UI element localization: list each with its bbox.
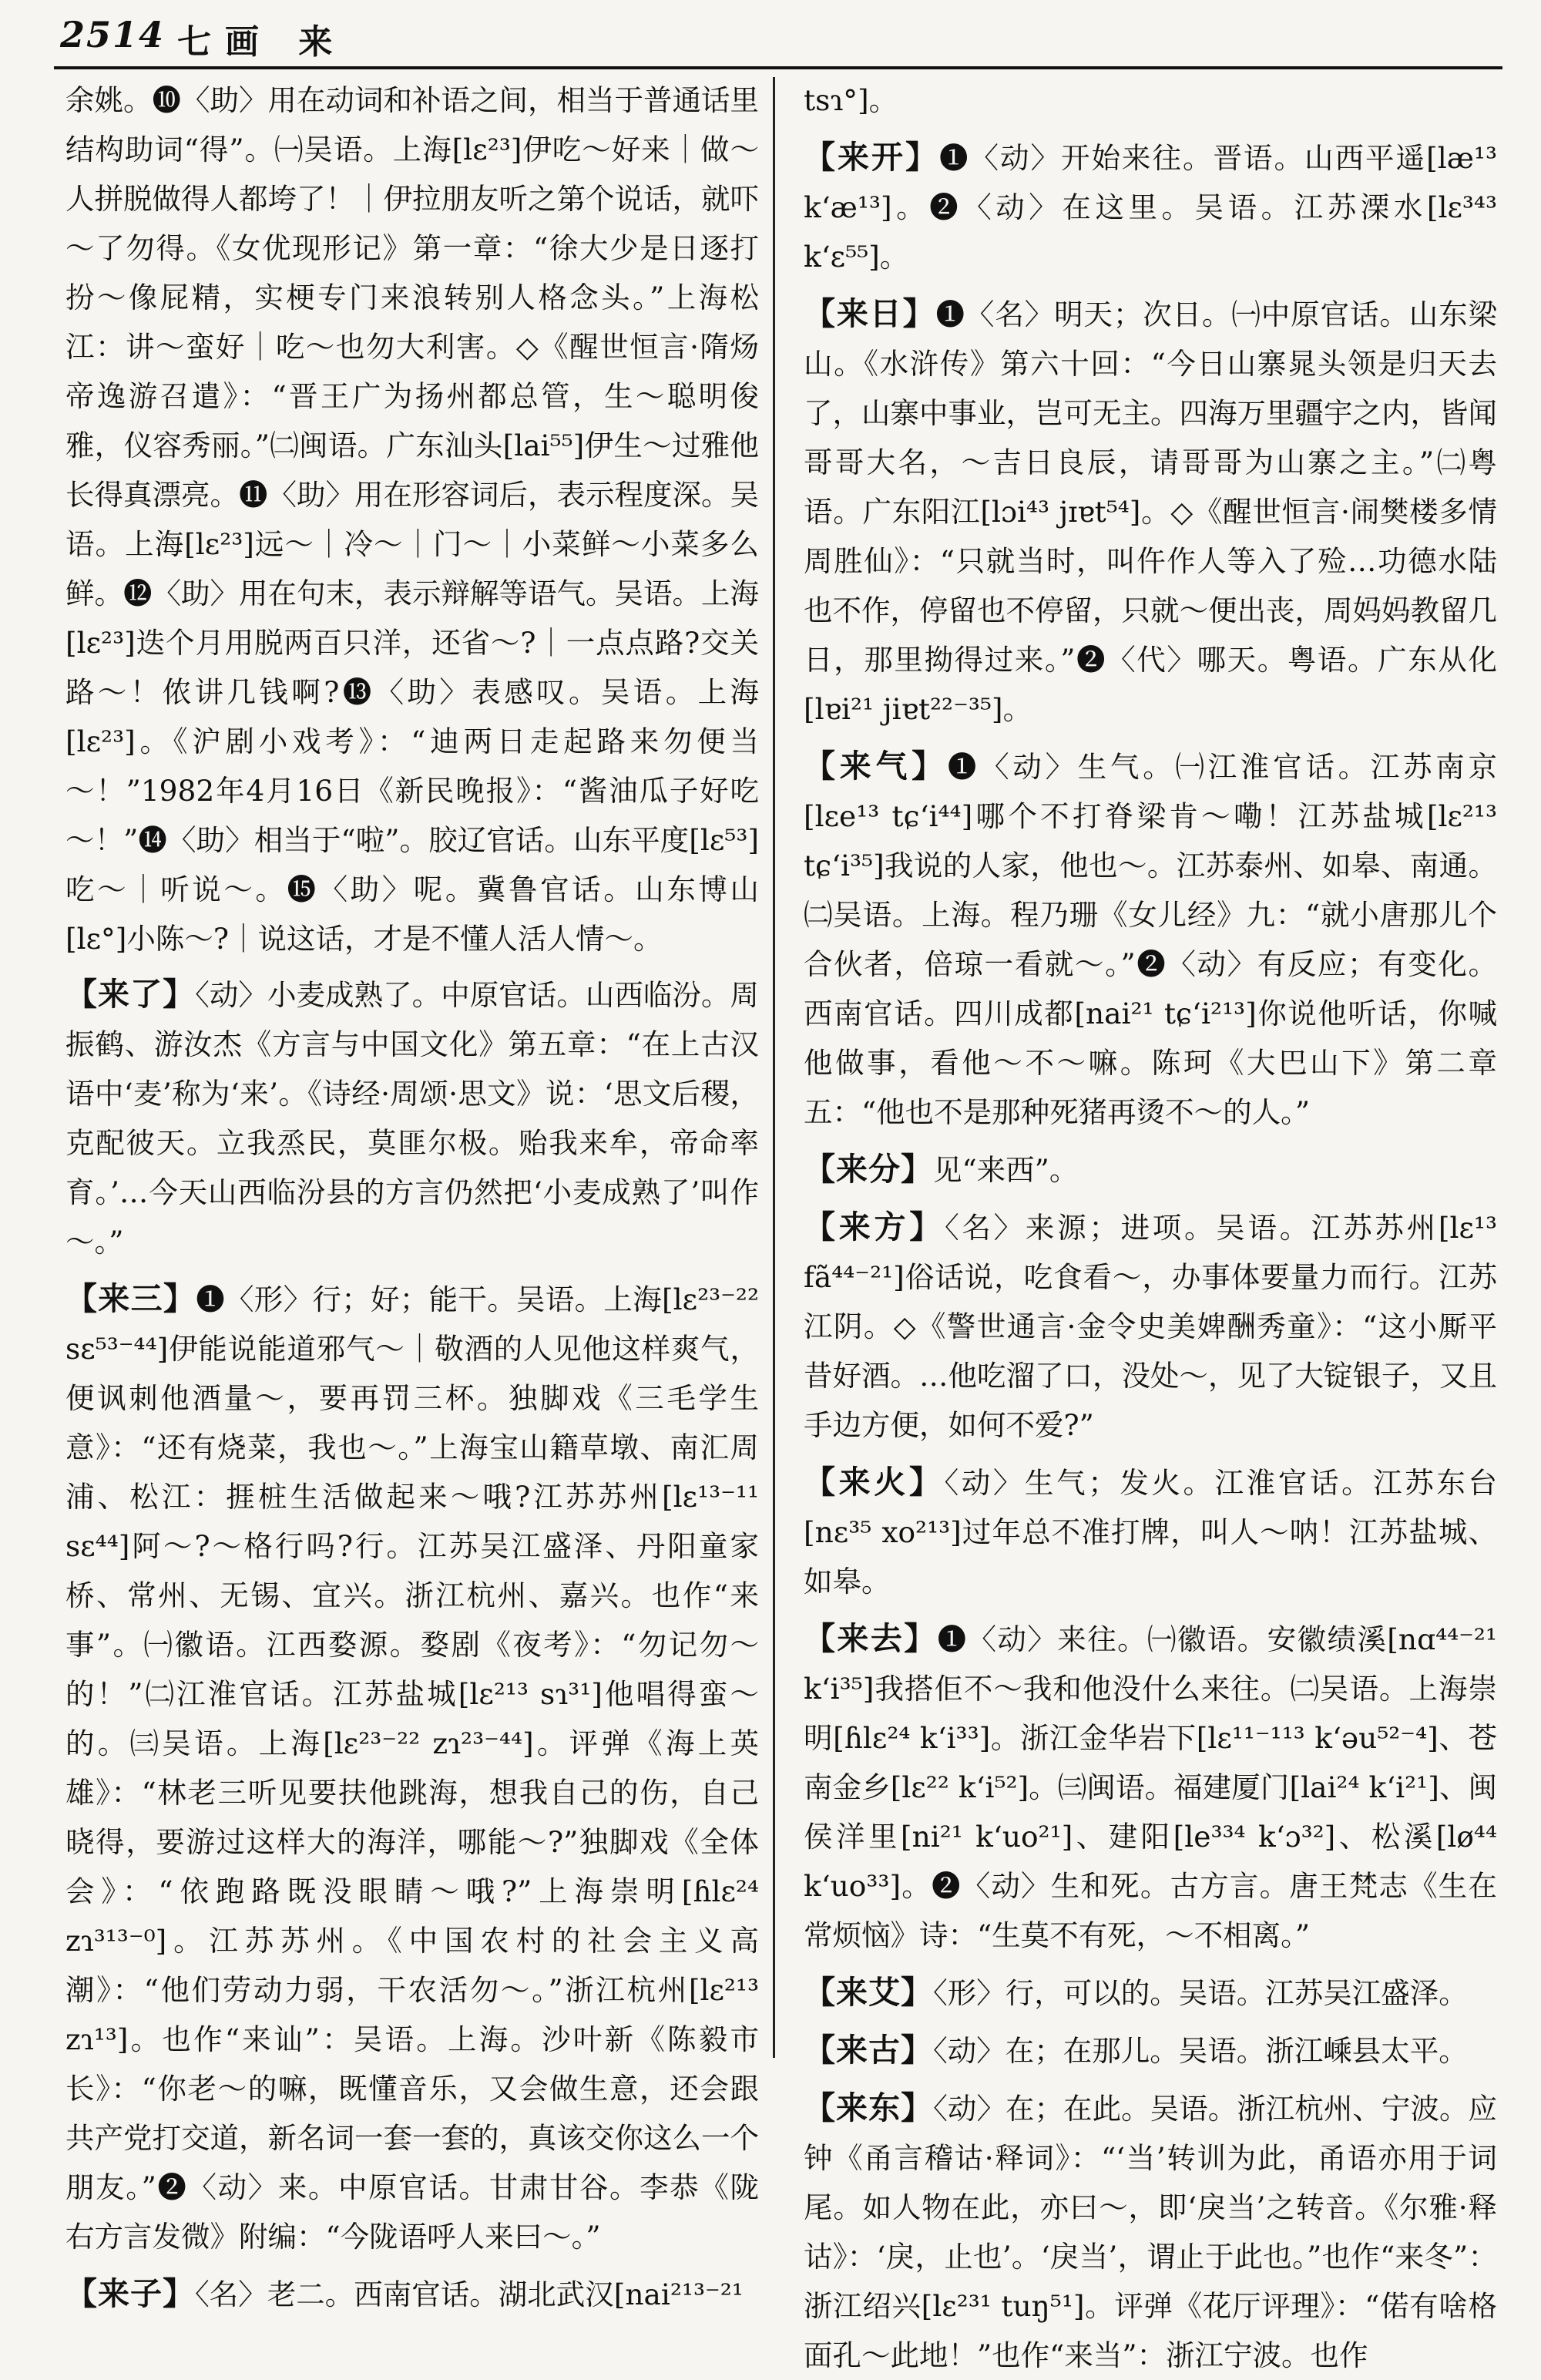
entry-headword: 【来三】 — [65, 1280, 196, 1317]
dictionary-entry — [804, 1457, 1497, 1606]
entry-definition: ❶〈形〉行；好；能干。吴语。上海[lɛ²³⁻²² sɛ⁵³⁻⁴⁴]伊能说能道邪气～｜敬酒的人见他这样爽气，便讽刺他酒量～，要再罚三杯。独脚戏《三毛学生意》：“还有烧菜，我也～。”上海宝山籍草墩、南汇周浦、松江：捱桩生活做起来～哦?江苏苏州[lɛ¹³⁻¹¹ sɛ⁴⁴]阿～?～格行吗?行。江苏吴江盛泽、丹阳童家桥、常州、无锡、宜兴。浙江杭州、嘉兴。也作“来事”。㈠徽语。江西婺源。婺剧《夜考》：“勿记勿～的！”㈡江淮官话。江苏盐城[lɛ²¹³ sɿ³¹]他唱得蛮～的。㈢吴语。上海[lɛ²³⁻²² zɿ²³⁻⁴⁴]。评弹《海上英雄》：“林老三听见要扶他跳海，想我自己的伤，自己晓得，要游过这样大的海洋，哪能～?”独脚戏《全体会》：“依跑路既没眼睛～哦?”上海崇明[ɦlɛ²⁴ zɿ³¹³⁻⁰]。江苏苏州。《中国农村的社会主义高潮》：“他们劳动力弱，干农活勿～。”浙江杭州[lɛ²¹³ zɿ¹³]。也作“来讪”：吴语。上海。沙叶新《陈毅市长》：“你老～的嘛，既懂音乐，又会做生意，还会跟共产党打交道，新名词一套一套的，真该交你这么一个朋友。”❷〈动〉来。中原官话。甘肃甘谷。李恭《陇右方言发微》附编：“今陇语呼人来曰～。” — [65, 1282, 759, 2254]
dictionary-entry — [804, 1202, 1497, 1450]
section-title: 七画 来 — [177, 22, 347, 62]
page-number: 2514 — [60, 14, 166, 55]
entry-definition: 〈动〉在；在那儿。吴语。浙江嵊县太平。 — [933, 2034, 1468, 2068]
dictionary-entry — [804, 741, 1497, 1137]
entry-headword: 【来艾】 — [804, 1974, 933, 2011]
entry-definition: 〈动〉生气；发火。江淮官话。江苏东台[nɛ³⁵ xo²¹³]过年总不准打牌，叫人～呐！江苏盐城、如皋。 — [804, 1466, 1498, 1598]
entry-definition: ❶〈动〉开始来往。晋语。山西平遥[læ¹³ kʻæ¹³]。❷〈动〉在这里。吴语。江苏溧水[lɛ³⁴³ kʻɛ⁵⁵]。 — [804, 141, 1498, 274]
dictionary-entry — [65, 1274, 759, 2261]
page-header — [54, 11, 1502, 69]
entry-headword: 【来日】 — [804, 295, 936, 332]
entry-headword: 【来火】 — [804, 1464, 945, 1501]
continuation-text: 余姚。❿〈助〉用在动词和补语之间，相当于普通话里结构助词“得”。㈠吴语。上海[lɛ²³]伊吃～好来｜做～人拼脱做得人都垮了！｜伊拉朋友听之第个说话，就吓～了勿得。《女优现形记》第一章：“徐大少是日逐打扮～像屁精，实梗专门来浪转别人格念头。”上海松江：讲～蛮好｜吃～也勿大利害。◇《醒世恒言·隋炀帝逸游召遣》：“晋王广为扬州都总管，生～聪明俊雅，仪容秀丽。”㈡闽语。广东汕头[lai⁵⁵]伊生～过雅他长得真漂亮。⓫〈助〉用在形容词后，表示程度深。吴语。上海[lɛ²³]远～｜冷～｜门～｜小菜鲜～小菜多么鲜。⓬〈助〉用在句末，表示辩解等语气。吴语。上海[lɛ²³]迭个月用脱两百只洋，还省～?｜一点点路?交关路～！侬讲几钱啊?⓭〈助〉表感叹。吴语。上海[lɛ²³]。《沪剧小戏考》：“迪两日走起路来勿便当～！”1982年4月16日《新民晚报》：“酱油瓜子好吃～！”⓮〈助〉相当于“啦”。胶辽官话。山东平度[lɛ⁵³]吃～｜听说～。⓯〈助〉呢。冀鲁官话。山东博山[lɛ°]小陈～?｜说这话，才是不懂人活人情～。 — [65, 83, 759, 956]
continuation-text: tsɿ°]。 — [804, 83, 898, 117]
entry-headword: 【来东】 — [804, 2089, 934, 2126]
entry-headword: 【来去】 — [804, 1620, 938, 1657]
dictionary-entry — [65, 2269, 759, 2319]
right-column — [804, 76, 1498, 2372]
dictionary-entry — [804, 133, 1497, 281]
entry-headword: 【来分】 — [804, 1151, 933, 1188]
dictionary-entry — [65, 970, 759, 1266]
entry-definition: 〈形〉行，可以的。吴语。江苏吴江盛泽。 — [933, 1976, 1468, 2010]
dictionary-entry — [804, 2083, 1497, 2380]
dictionary-entry — [804, 1968, 1497, 2018]
dictionary-entry — [804, 1614, 1497, 1960]
entry-headword: 【来子】 — [65, 2275, 195, 2312]
dictionary-entry — [804, 1145, 1497, 1195]
left-column — [65, 76, 760, 2312]
entry-definition: 〈名〉来源；进项。吴语。江苏苏州[lɛ¹³ fã⁴⁴⁻²¹]俗话说，吃食看～，办事体要量力而行。江苏江阴。◇《警世通言·金令史美婢酬秀童》：“这小厮平昔好酒。…他吃溜了口，没处～，见了大锭银子，又且手边方便，如何不爱?” — [804, 1211, 1498, 1442]
entry-definition: ❶〈名〉明天；次日。㈠中原官话。山东梁山。《水浒传》第六十回：“今日山寨晁头领是归天去了，山寨中事业，岂可无主。四海万里疆宇之内，皆闻哥哥大名，～吉日良辰，请哥哥为山寨之主。”㈡粤语。广东阳江[lɔi⁴³ jɪɐt⁵⁴]。◇《醒世恒言·闹樊楼多情周胜仙》：“只就当时，叫仵作人等入了殓…功德水陆也不作，停留也不停留，只就～便出丧，周妈妈教留几日，那里拗得过来。”❷〈代〉哪天。粤语。广东从化[lɐi²¹ jiɐt²²⁻³⁵]。 — [804, 298, 1497, 726]
entry-headword: 【来开】 — [804, 139, 940, 176]
entry-definition: 〈动〉小麦成熟了。中原官话。山西临汾。周振鹤、游汝杰《方言与中国文化》第五章：“在上古汉语中‘麦’称为‘来’。《诗经·周颂·思文》说：‘思文后稷，克配彼天。立我烝民，莫匪尔极。贻我来牟，帝命率育。’…今天山西临汾县的方言仍然把‘小麦成熟了’叫作～。” — [65, 978, 760, 1259]
entry-definition: ❶〈动〉生气。㈠江淮官话。江苏南京[lɛe¹³ tɕʻi⁴⁴]哪个不打脊梁肯～嘞！江苏盐城[lɛ²¹³ tɕʻi³⁵]我说的人家，他也～。江苏泰州、如皋、南通。㈡吴语。上海。程乃珊《女儿经》九：“就小唐那儿个合伙者，倍琼一看就～。”❷〈动〉有反应；有变化。西南官话。四川成都[nai²¹ tɕʻi²¹³]你说他听话，你喊他做事，看他～不～嘛。陈珂《大巴山下》第二章五：“他也不是那种死猪再烫不～的人。” — [804, 750, 1498, 1129]
entry-definition: 〈名〉老二。西南官话。湖北武汉[nai²¹³⁻²¹ — [195, 2277, 744, 2311]
dictionary-entry — [804, 2025, 1497, 2076]
entry-definition: 见“来西”。 — [933, 1153, 1079, 1187]
entry-headword: 【来方】 — [804, 1208, 945, 1245]
entry-definition: 〈动〉在；在此。吴语。浙江杭州、宁波。应钟《甬言稽诂·释词》：“‘当’转训为此，甬语亦用于词尾。如人物在此，亦曰～，即‘戾当’之转音。《尔雅·释诂》：‘戾，止也’。‘戾当’，谓止于此也。”也作“来冬”：浙江绍兴[lɛ²³¹ tuŋ⁵¹]。评弹《花厅评理》：“偌有啥格面孔～此地！”也作“来当”：浙江宁波。也作 — [804, 2092, 1498, 2372]
entry-definition: ❶〈动〉来往。㈠徽语。安徽绩溪[nɑ⁴⁴⁻²¹ kʻi³⁵]我搭佢不～我和他没什么来往。㈡吴语。上海崇明[ɦlɛ²⁴ kʻi³³]。浙江金华岩下[lɛ¹¹⁻¹¹³ kʻəu⁵²⁻⁴]、苍南金乡[lɛ²² kʻi⁵²]。㈢闽语。福建厦门[lai²⁴ kʻi²¹]、闽侯洋里[ni²¹ kʻuo²¹]、建阳[le³³⁴ kʻɔ³²]、松溪[lø⁴⁴ kʻuo³³]。❷〈动〉生和死。古方言。唐王梵志《生在常烦恼》诗：“生莫不有死，～不相离。” — [804, 1622, 1497, 1952]
entry-headword: 【来了】 — [65, 976, 196, 1013]
dictionary-entry — [804, 289, 1497, 734]
column-divider — [773, 77, 775, 2058]
entry-headword: 【来古】 — [804, 2032, 933, 2069]
entry-headword: 【来气】 — [804, 748, 948, 785]
